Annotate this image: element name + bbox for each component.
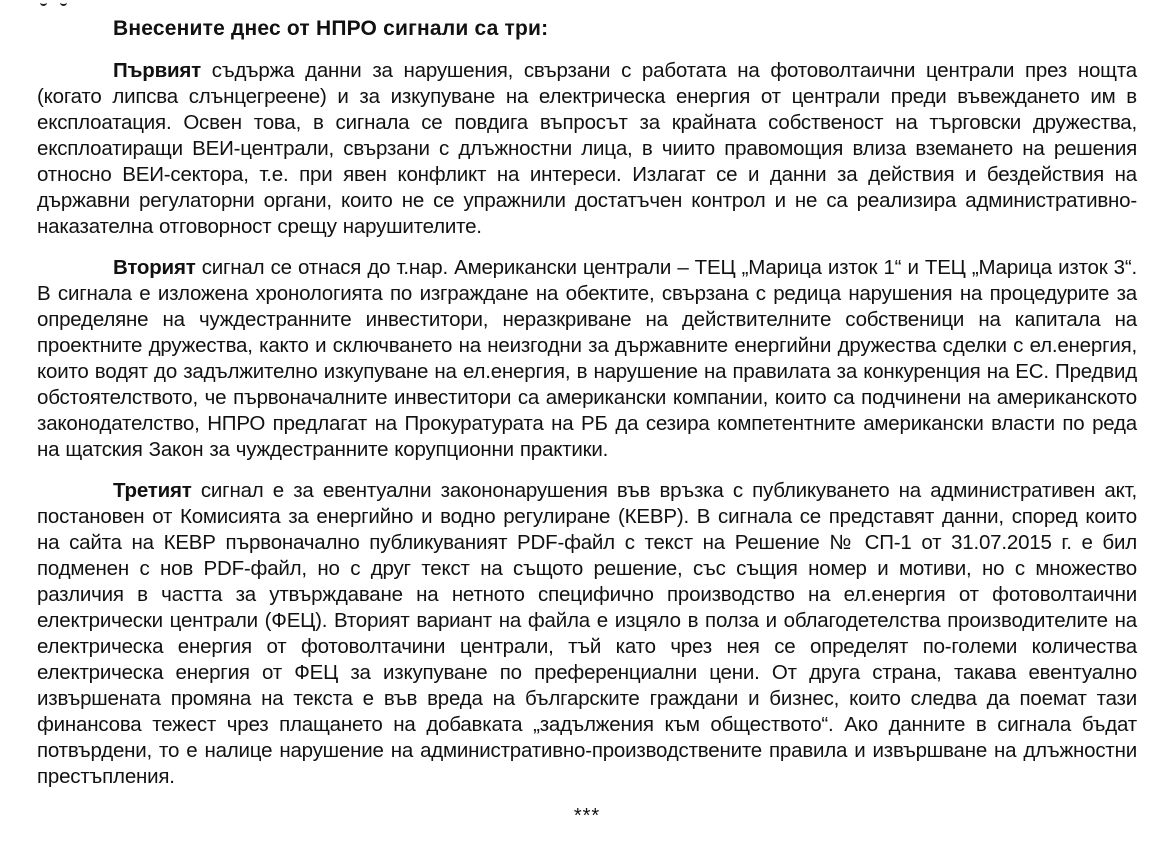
document-heading: Внесените днес от НПРО сигнали са три: [113, 17, 549, 40]
cropped-text-artifact [40, 0, 100, 5]
paragraph-second-lead: Вторият [113, 256, 196, 279]
paragraph-first [37, 58, 1137, 240]
paragraph-second [37, 255, 1137, 463]
paragraph-first-text: съдържа данни за нарушения, свързани с работата на фотоволтаични централи през нощта (когато липсва слънцегреене) и за изкупуване на електрическа енергия от централи преди въвеждането им в експлоатация. Освен това, в сигнала се повдига въпросът за крайната собственост на търговски дружества, експлоатиращи ВЕИ-централи, свързани с длъжностни лица, в чиито правомощия влиза вземането на решения относно ВЕИ-сектора, т.е. при явен конфликт на интереси. Излагат се и данни за действия и бездействия на държавни регулаторни органи, които не се упражнили достатъчен контрол и не са реализира административно-наказателна отговорност срещу нарушителите. [37, 59, 1137, 238]
paragraph-second-text: сигнал се отнася до т.нар. Американски централи – ТЕЦ „Марица изток 1“ и ТЕЦ „Марица изток 3“. В сигнала е изложена хронологията по изграждане на обектите, свързана с редица нарушения на процедурите за определяне на чуждестранните инвеститори, неразкриване на действителните собственици на капитала на проектните дружества, както и сключването на неизгодни за държавните енергийни дружества сделки с ел.енергия, които водят до задължително изкупуване на ел.енергия, в нарушение на правилата за конкуренция на ЕС. Предвид обстоятелството, че първоначалните инвеститори са американски компании, които са подчинени на американското законодателство, НПРО предлагат на Прокуратурата на РБ да сезира компетентните американски власти по реда на щатския Закон за чуждестранните корупционни практики. [37, 256, 1137, 461]
paragraph-first-lead: Първият [113, 59, 202, 82]
paragraph-third [37, 478, 1137, 790]
paragraph-third-lead: Третият [113, 479, 192, 502]
paragraph-third-text: сигнал е за евентуални закононарушения във връзка с публикуването на административен акт, постановен от Комисията за енергийно и водно регулиране (КЕВР). В сигнала се представят данни, според които на сайта на КЕВР първоначално публикуваният PDF-файл с текст на Решение № СП-1 от 31.07.2015 г. е бил подменен с нов PDF-файл, но с друг текст на същото решение, със същия номер и мотиви, но с множество различия в частта за утвърждаване на нетното специфично производство на ел.енергия от фотоволтаични електрически централи (ФЕЦ). Вторият вариант на файла е изцяло в полза и облагодетелства производителите на електрическа енергия от фотоволтачини централи, тъй като чрез нея се определят по-големи количества електрическа енергия от ФЕЦ за изкупуване по преференциални цени. От друга страна, такава евентуално извършената промяна на текста е във вреда на българските граждани и бизнес, които следва да поемат тази финансова тежест чрез плащането на добавката „задължения към обществото“. Ако данните в сигнала бъдат потвърдени, то е налице нарушение на административно-производствените правила и извършване на длъжностни престъпления. [37, 479, 1137, 788]
section-separator: *** [573, 805, 601, 827]
